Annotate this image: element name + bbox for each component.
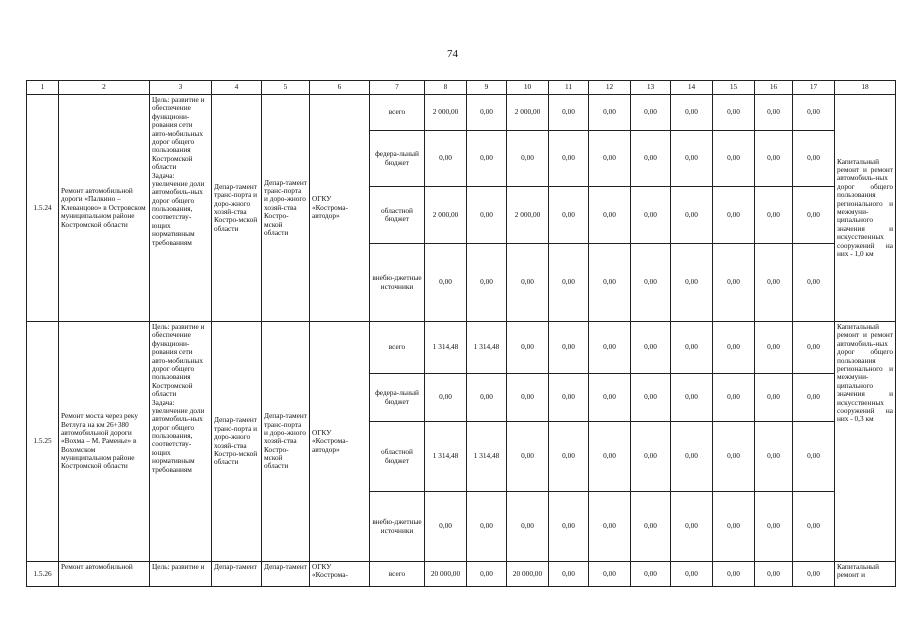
funding-value: 0,00 — [631, 374, 671, 422]
funding-value: 0,00 — [507, 322, 549, 374]
funding-value: 0,00 — [631, 562, 671, 587]
funding-value: 0,00 — [507, 374, 549, 422]
funding-value: 0,00 — [713, 322, 755, 374]
funding-value: 0,00 — [755, 374, 793, 422]
funding-source: федера-льный бюджет — [370, 131, 425, 187]
funding-value: 0,00 — [507, 492, 549, 562]
funding-value: 0,00 — [671, 244, 713, 322]
funding-value: 0,00 — [713, 187, 755, 244]
co-executor: Депар-тамент — [262, 562, 310, 587]
funding-value: 1 314,48 — [425, 322, 467, 374]
funding-value: 0,00 — [755, 244, 793, 322]
funding-value: 0,00 — [793, 492, 835, 562]
column-header: 12 — [589, 81, 631, 95]
funding-value: 0,00 — [793, 374, 835, 422]
funding-value: 0,00 — [793, 95, 835, 131]
responsible-executor: Депар-тамент — [212, 562, 262, 587]
row-id: 1.5.25 — [27, 322, 59, 562]
funding-value: 1 314,48 — [467, 322, 507, 374]
funding-value: 0,00 — [507, 422, 549, 492]
column-header: 13 — [631, 81, 671, 95]
funding-value: 0,00 — [671, 374, 713, 422]
column-header: 6 — [310, 81, 370, 95]
funding-value: 0,00 — [713, 95, 755, 131]
funding-value: 0,00 — [549, 244, 589, 322]
column-number-row — [27, 81, 896, 95]
funding-value: 0,00 — [713, 374, 755, 422]
funding-value: 0,00 — [467, 244, 507, 322]
funding-value: 20 000,00 — [425, 562, 467, 587]
funding-value: 0,00 — [549, 562, 589, 587]
funding-value: 0,00 — [755, 95, 793, 131]
funding-source: областной бюджет — [370, 422, 425, 492]
funding-value: 0,00 — [467, 492, 507, 562]
funding-value: 2 000,00 — [507, 187, 549, 244]
column-header: 16 — [755, 81, 793, 95]
column-header: 2 — [59, 81, 150, 95]
column-header: 10 — [507, 81, 549, 95]
funding-value: 0,00 — [713, 492, 755, 562]
funding-value: 0,00 — [755, 492, 793, 562]
funding-source: областной бюджет — [370, 187, 425, 244]
page-number: 74 — [447, 48, 458, 60]
funding-value: 0,00 — [671, 322, 713, 374]
funding-value: 0,00 — [549, 187, 589, 244]
funding-value: 2 000,00 — [425, 95, 467, 131]
column-header: 14 — [671, 81, 713, 95]
funding-value: 0,00 — [549, 422, 589, 492]
funding-value: 0,00 — [793, 187, 835, 244]
funding-value: 0,00 — [631, 244, 671, 322]
expected-result: Капитальный ремонт и ремонт автомобиль-ных дорог общего пользования регионального и межмуни-ципального значения и искусственных сооружений на них - 1,0 км — [835, 95, 896, 322]
funding-source: всего — [370, 562, 425, 587]
funding-value: 0,00 — [631, 422, 671, 492]
column-header: 9 — [467, 81, 507, 95]
measure-name: Ремонт автомобильной — [59, 562, 150, 587]
column-header: 11 — [549, 81, 589, 95]
responsible-executor: Депар-тамент транс-порта и доро-жного хозяй-ства Костро-мской области — [212, 322, 262, 562]
funding-value: 0,00 — [671, 562, 713, 587]
funding-value: 0,00 — [671, 187, 713, 244]
measure-name: Ремонт автомобильной дороги «Палкино – Клеванцово» в Островском муниципальном районе Костромской области — [59, 95, 150, 322]
funding-value: 0,00 — [755, 422, 793, 492]
funding-value: 0,00 — [793, 562, 835, 587]
funding-value: 1 314,48 — [467, 422, 507, 492]
funding-value: 0,00 — [425, 131, 467, 187]
table-row — [27, 322, 896, 374]
funding-value: 0,00 — [631, 131, 671, 187]
responsible-executor: Депар-тамент транс-порта и доро-жного хозяй-ства Костро-мской области — [212, 95, 262, 322]
funding-value: 0,00 — [631, 95, 671, 131]
funding-value: 0,00 — [755, 322, 793, 374]
column-header: 18 — [835, 81, 896, 95]
funding-value: 0,00 — [589, 374, 631, 422]
column-header: 1 — [27, 81, 59, 95]
funding-value: 0,00 — [631, 322, 671, 374]
funding-value: 0,00 — [713, 422, 755, 492]
funding-value: 0,00 — [713, 562, 755, 587]
funding-value: 0,00 — [793, 244, 835, 322]
contractor: ОГКУ «Кострома-автодор» — [310, 95, 370, 322]
funding-value: 0,00 — [755, 187, 793, 244]
funding-source: внебю-джетные источники — [370, 244, 425, 322]
funding-value: 0,00 — [507, 244, 549, 322]
funding-value: 0,00 — [589, 422, 631, 492]
funding-source: внебю-джетные источники — [370, 492, 425, 562]
funding-value: 0,00 — [713, 244, 755, 322]
funding-value: 0,00 — [589, 244, 631, 322]
column-header: 7 — [370, 81, 425, 95]
co-executor: Депар-тамент транс-порта и доро-жного хозяй-ства Костро-мской области — [262, 322, 310, 562]
measure-goal: Цель: развитие и обеспечение функциони-рования сети авто-мобильных дорог общего пользования Костромской области Задача: увеличение доли автомобиль-ных дорог общего пользования, соответству-ющих нормативным требованиям — [150, 322, 212, 562]
funding-value: 1 314,48 — [425, 422, 467, 492]
funding-value: 0,00 — [425, 374, 467, 422]
funding-value: 0,00 — [793, 131, 835, 187]
funding-source: всего — [370, 95, 425, 131]
funding-value: 20 000,00 — [507, 562, 549, 587]
funding-source: всего — [370, 322, 425, 374]
column-header: 17 — [793, 81, 835, 95]
funding-value: 0,00 — [467, 374, 507, 422]
funding-value: 0,00 — [671, 422, 713, 492]
program-table — [26, 80, 896, 587]
funding-value: 2 000,00 — [507, 95, 549, 131]
funding-value: 0,00 — [549, 131, 589, 187]
funding-value: 0,00 — [631, 187, 671, 244]
funding-value: 0,00 — [589, 187, 631, 244]
funding-value: 0,00 — [549, 492, 589, 562]
funding-value: 0,00 — [755, 131, 793, 187]
funding-value: 0,00 — [671, 492, 713, 562]
funding-value: 0,00 — [425, 492, 467, 562]
funding-value: 0,00 — [631, 492, 671, 562]
column-header: 3 — [150, 81, 212, 95]
funding-value: 0,00 — [467, 562, 507, 587]
column-header: 4 — [212, 81, 262, 95]
funding-value: 0,00 — [467, 95, 507, 131]
funding-value: 0,00 — [793, 422, 835, 492]
table-row — [27, 562, 896, 587]
funding-value: 0,00 — [549, 322, 589, 374]
funding-value: 0,00 — [425, 244, 467, 322]
funding-value: 0,00 — [507, 131, 549, 187]
expected-result: Капитальный ремонт и — [835, 562, 896, 587]
funding-value: 0,00 — [589, 492, 631, 562]
funding-value: 0,00 — [793, 322, 835, 374]
funding-value: 0,00 — [589, 131, 631, 187]
funding-value: 0,00 — [755, 562, 793, 587]
funding-value: 0,00 — [467, 131, 507, 187]
measure-goal: Цель: развитие и — [150, 562, 212, 587]
column-header: 5 — [262, 81, 310, 95]
funding-value: 0,00 — [713, 131, 755, 187]
measure-name: Ремонт моста через реку Ветлуга на км 26+380 автомобильной дороги «Вохма – М. Раменье» в Вохомском муниципальном районе Костромской области — [59, 322, 150, 562]
contractor: ОГКУ «Кострома-автодор» — [310, 322, 370, 562]
row-id: 1.5.26 — [27, 562, 59, 587]
funding-value: 0,00 — [589, 95, 631, 131]
funding-value: 2 000,00 — [425, 187, 467, 244]
table-row — [27, 95, 896, 131]
funding-value: 0,00 — [467, 187, 507, 244]
funding-value: 0,00 — [589, 562, 631, 587]
row-id: 1.5.24 — [27, 95, 59, 322]
column-header: 15 — [713, 81, 755, 95]
measure-goal: Цель: развитие и обеспечение функциони-рования сети авто-мобильных дорог общего пользования Костромской области Задача: увеличение доли автомобиль-ных дорог общего пользования, соответству-ющих нормативным требованиям — [150, 95, 212, 322]
funding-value: 0,00 — [549, 374, 589, 422]
funding-value: 0,00 — [671, 131, 713, 187]
expected-result: Капитальный ремонт и ремонт автомобиль-ных дорог общего пользования регионального и межмуни-ципального значения и искусственных сооружений на них - 0,3 км — [835, 322, 896, 562]
co-executor: Депар-тамент транс-порта и доро-жного хозяй-ства Костро-мской области — [262, 95, 310, 322]
funding-source: федера-льный бюджет — [370, 374, 425, 422]
column-header: 8 — [425, 81, 467, 95]
funding-value: 0,00 — [589, 322, 631, 374]
funding-value: 0,00 — [671, 95, 713, 131]
funding-value: 0,00 — [549, 95, 589, 131]
contractor: ОГКУ «Кострома- — [310, 562, 370, 587]
